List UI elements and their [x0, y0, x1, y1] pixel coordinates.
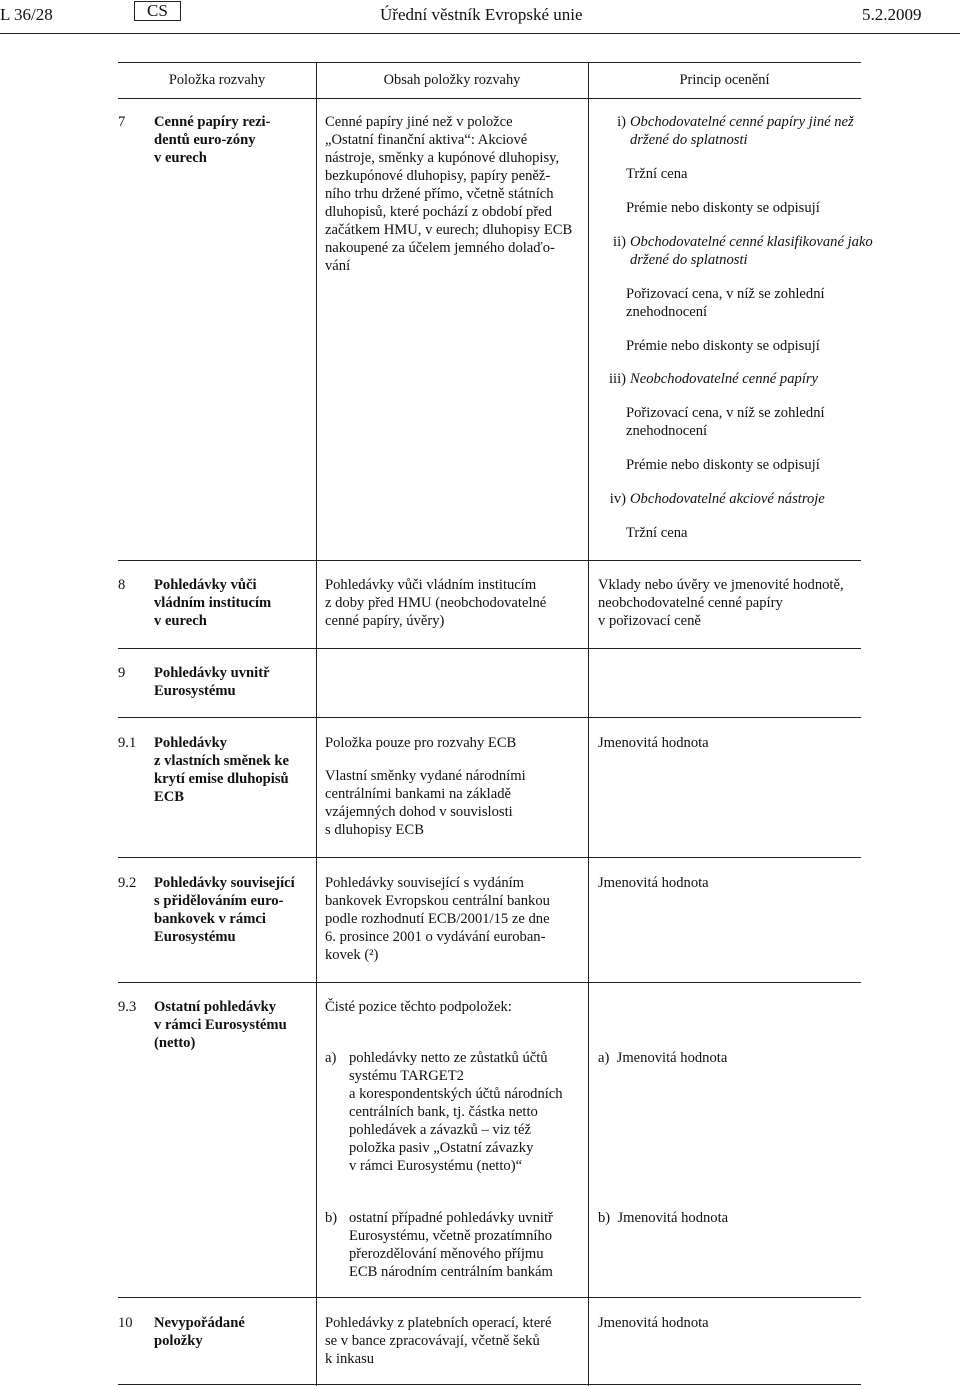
language-badge: CS	[134, 1, 181, 21]
item-label: Pohledávky vůči vládním institucím v eurech	[154, 577, 272, 629]
row-number: 9.3	[118, 999, 137, 1015]
subitem-a-valuation: a) Jmenovitá hodnota	[598, 1050, 728, 1066]
item-valuation: Jmenovitá hodnota	[598, 735, 709, 751]
item-content: Cenné papíry jiné než v položce „Ostatní finanční aktiva“: Akciové nástroje, směnky a kupónové dluhopisy, bezkupónové dluhopisy, papíry peněž- ního trhu držené přímo, včetně státních dluhopisů, které pochází z období před začátkem HMU, v eurech; dluhopisy ECB nakoupené za účelem jemného dolaďo- vání	[325, 114, 573, 274]
publication-date: 5.2.2009	[862, 5, 922, 24]
row-separator	[118, 560, 861, 561]
subitem-b: b) ostatní případné pohledávky uvnitř Eurosystému, včetně prozatímního přerozdělování měnového příjmu ECB národním centrálním bankám	[325, 1210, 553, 1280]
item-label: Pohledávky z vlastních směnek ke krytí emise dluhopisů ECB	[154, 735, 289, 805]
row-separator	[118, 982, 861, 983]
row-number: 8	[118, 577, 126, 593]
valuation-subitem: iv) Obchodovatelné akciové nástroje	[609, 491, 825, 507]
item-content: Pohledávky z platebních operací, které se v bance zpracovávají, včetně šeků k inkasu	[325, 1315, 552, 1367]
column-header-item: Položka rozvahy	[168, 72, 266, 88]
item-label: Pohledávky uvnitř Eurosystému	[154, 665, 270, 699]
row-number: 9	[118, 665, 126, 681]
item-label: Ostatní pohledávky v rámci Eurosystému (netto)	[154, 999, 287, 1051]
row-number: 10	[118, 1315, 133, 1331]
valuation-text: Prémie nebo diskonty se odpisují	[626, 457, 820, 473]
row-number: 7	[118, 114, 126, 130]
valuation-text: Tržní cena	[626, 525, 688, 541]
body-divider-1	[316, 98, 317, 1386]
item-content-intro: Čisté pozice těchto podpoložek:	[325, 999, 512, 1015]
subitem-a: a) pohledávky netto ze zůstatků účtů systému TARGET2 a korespondentských účtů národních centrálních bank, tj. částka netto pohledávek a závazků – viz též položka pasiv „Ostatní závazky v rámci Eurosystému (netto)“	[325, 1050, 563, 1174]
column-header-valuation: Princip ocenění	[679, 72, 770, 88]
page-ref: L 36/28	[0, 5, 53, 24]
header-bottom-rule	[118, 98, 861, 99]
item-content: Položka pouze pro rozvahy ECB	[325, 735, 517, 751]
subitem-b-valuation: b) Jmenovitá hodnota	[598, 1210, 729, 1226]
row-separator	[118, 857, 861, 858]
row-separator	[118, 1297, 861, 1298]
item-content: Vlastní směnky vydané národními centrálními bankami na základě vzájemných dohod v souvislosti s dluhopisy ECB	[325, 768, 526, 838]
column-header-content: Obsah položky rozvahy	[383, 72, 521, 88]
item-label: Nevypořádané položky	[154, 1315, 245, 1349]
valuation-text: Pořizovací cena, v níž se zohlední znehodnocení	[626, 405, 825, 439]
page-header	[0, 0, 960, 34]
valuation-text: Pořizovací cena, v níž se zohlední znehodnocení	[626, 286, 825, 320]
item-valuation: Jmenovitá hodnota	[598, 875, 709, 891]
journal-title: Úřední věstník Evropské unie	[380, 5, 583, 24]
row-number: 9.1	[118, 735, 137, 751]
valuation-text: Prémie nebo diskonty se odpisují	[626, 338, 820, 354]
row-separator	[118, 648, 861, 649]
header-rule	[0, 33, 960, 34]
valuation-subitem: ii) Obchodovatelné cenné klasifikované jako držené do splatnosti	[613, 234, 873, 268]
item-content: Pohledávky související s vydáním bankovek Evropskou centrální bankou podle rozhodnutí ECB/2001/15 ze dne 6. prosince 2001 o vydávání euroban- kovek (²)	[325, 875, 550, 963]
row-number: 9.2	[118, 875, 137, 891]
valuation-subitem: i) Obchodovatelné cenné papíry jiné než držené do splatnosti	[617, 114, 854, 148]
table-bottom-rule	[118, 1384, 861, 1385]
row-separator	[118, 717, 861, 718]
valuation-text: Prémie nebo diskonty se odpisují	[626, 200, 820, 216]
valuation-text: Tržní cena	[626, 166, 688, 182]
item-content: Pohledávky vůči vládním institucím z doby před HMU (neobchodovatelné cenné papíry, úvěry)	[325, 577, 547, 629]
item-valuation: Vklady nebo úvěry ve jmenovité hodnotě, neobchodovatelné cenné papíry v pořizovací ceně	[598, 577, 844, 629]
valuation-subitem: iii) Neobchodovatelné cenné papíry	[608, 371, 819, 387]
table-top-rule	[118, 62, 861, 63]
item-label: Cenné papíry rezi- dentů euro-zóny v eurech	[154, 114, 271, 166]
item-label: Pohledávky související s přidělováním euro- bankovek v rámci Eurosystému	[154, 875, 295, 945]
item-valuation: Jmenovitá hodnota	[598, 1315, 709, 1331]
